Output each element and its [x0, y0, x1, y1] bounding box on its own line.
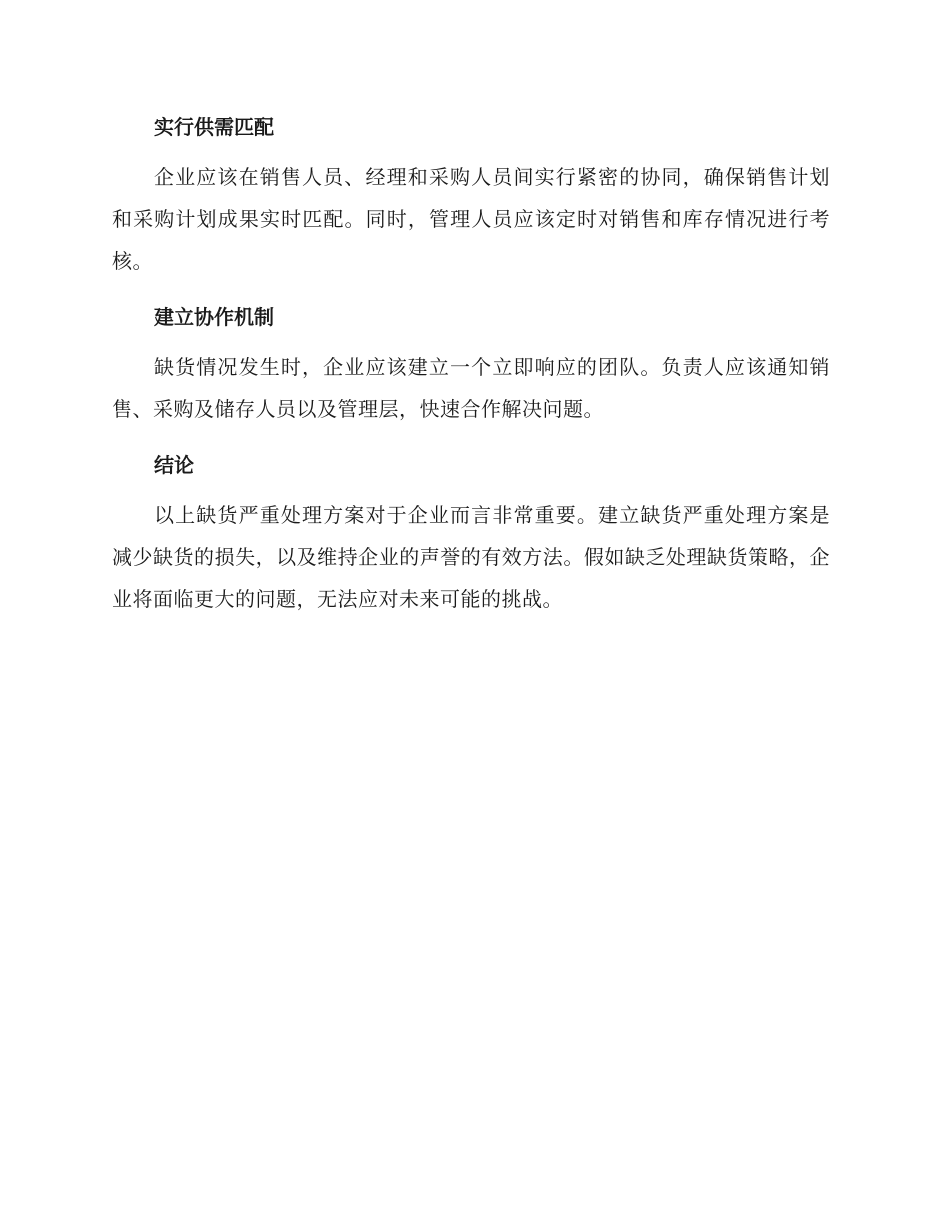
- section-heading-supply-demand: 实行供需匹配: [154, 115, 274, 139]
- section-paragraph-conclusion: 以上缺货严重处理方案对于企业而言非常重要。建立缺货严重处理方案是减少缺货的损失，以及维持企业的声誉的有效方法。假如缺乏处理缺货策略，企业将面临更大的问题，无法应对未来可能的挑战。: [112, 503, 830, 611]
- section-heading-conclusion: 结论: [154, 453, 194, 477]
- document-page: [112, 106, 830, 634]
- section-paragraph-collaboration: 缺货情况发生时，企业应该建立一个立即响应的团队。负责人应该通知销售、采购及储存人员以及管理层，快速合作解决问题。: [112, 355, 830, 421]
- section-heading-collaboration: 建立协作机制: [154, 305, 274, 329]
- section-paragraph-supply-demand: 企业应该在销售人员、经理和采购人员间实行紧密的协同，确保销售计划和采购计划成果实时匹配。同时，管理人员应该定时对销售和库存情况进行考核。: [112, 165, 830, 273]
